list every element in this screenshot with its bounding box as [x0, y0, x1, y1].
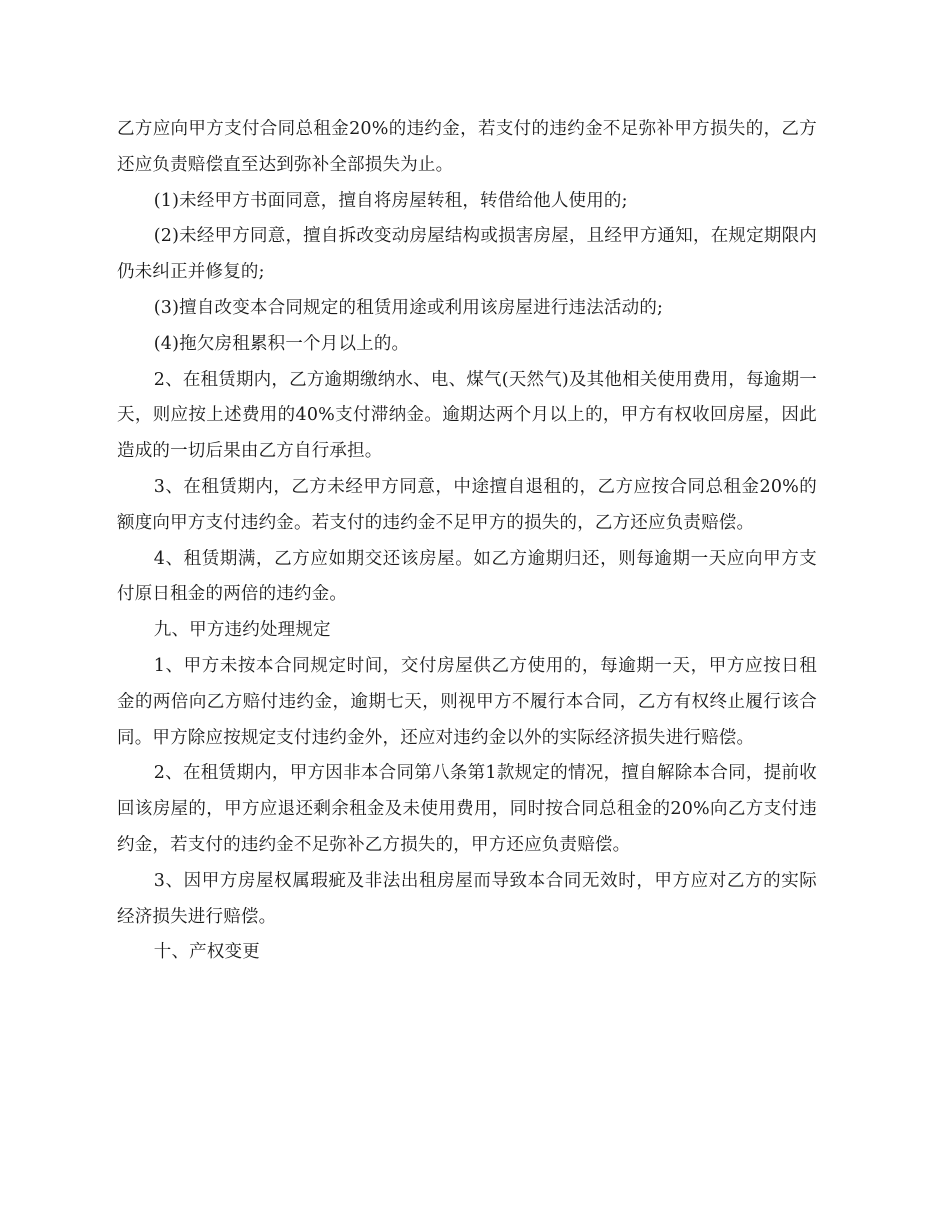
paragraph-clause-4: (4)拖欠房租累积一个月以上的。 — [153, 333, 410, 354]
paragraph-clause-2: (2)未经甲方同意，擅自拆改变动房屋结构或损害房屋，且经甲方通知，在规定期限内仍未纠正并修复的; — [117, 226, 817, 283]
paragraph-section9-item-3: 3、因甲方房屋权属瑕疵及非法出租房屋而导致本合同无效时，甲方应对乙方的实际经济损失进行赔偿。 — [117, 870, 817, 927]
paragraph-item-4: 4、租赁期满，乙方应如期交还该房屋。如乙方逾期归还，则每逾期一天应向甲方支付原日租金的两倍的违约金。 — [117, 548, 817, 605]
paragraph-clause-1: (1)未经甲方书面同意，擅自将房屋转租，转借给他人使用的; — [153, 190, 628, 211]
paragraph-section9-item-2: 2、在租赁期内，甲方因非本合同第八条第1款规定的情况，擅自解除本合同，提前收回该房屋的，甲方应退还剩余租金及未使用费用，同时按合同总租金的20%向乙方支付违约金，若支付的违约金不足弥补乙方损失的，甲方还应负责赔偿。 — [117, 763, 817, 855]
paragraph-clause-3: (3)擅自改变本合同规定的租赁用途或利用该房屋进行违法活动的; — [153, 297, 664, 318]
paragraph-item-2: 2、在租赁期内，乙方逾期缴纳水、电、煤气(天然气)及其他相关使用费用，每逾期一天，则应按上述费用的40%支付滞纳金。逾期达两个月以上的，甲方有权收回房屋，因此造成的一切后果由乙方自行承担。 — [117, 369, 817, 462]
document-page — [117, 112, 817, 971]
section-heading-9: 九、甲方违约处理规定 — [153, 620, 331, 641]
section-heading-10: 十、产权变更 — [153, 942, 260, 963]
paragraph-section9-item-1: 1、甲方未按本合同规定时间，交付房屋供乙方使用的，每逾期一天，甲方应按日租金的两倍向乙方赔付违约金，逾期七天，则视甲方不履行本合同，乙方有权终止履行该合同。甲方除应按规定支付违约金外，还应对违约金以外的实际经济损失进行赔偿。 — [117, 655, 817, 748]
paragraph-continuation: 乙方应向甲方支付合同总租金20%的违约金，若支付的违约金不足弥补甲方损失的，乙方还应负责赔偿直至达到弥补全部损失为止。 — [117, 119, 817, 175]
paragraph-item-3: 3、在租赁期内，乙方未经甲方同意，中途擅自退租的，乙方应按合同总租金20%的额度向甲方支付违约金。若支付的违约金不足甲方的损失的，乙方还应负责赔偿。 — [117, 476, 817, 533]
